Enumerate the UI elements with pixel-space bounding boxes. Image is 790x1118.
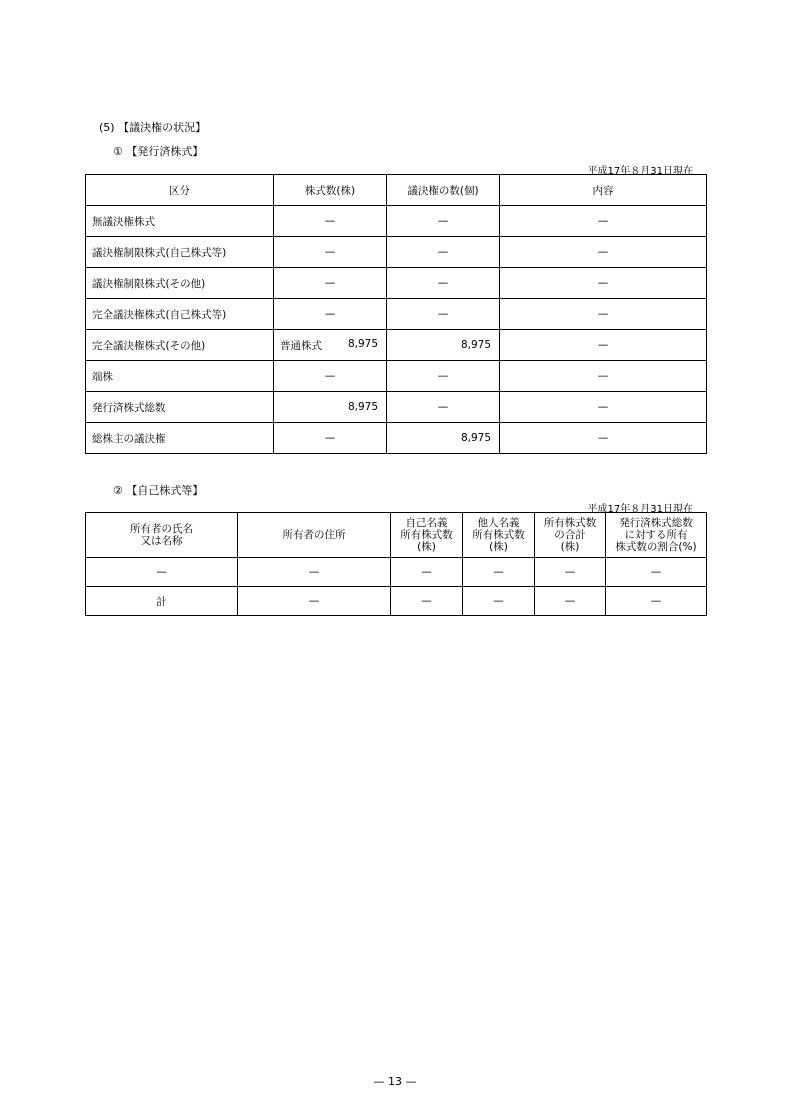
issued-shares-subtitle: ① 【発行済株式】 bbox=[113, 145, 204, 158]
cell-owner-name: — bbox=[86, 558, 238, 587]
row-label: 議決権制限株式(その他) bbox=[86, 268, 274, 299]
cell-own-name-shares: — bbox=[391, 587, 463, 616]
table-row bbox=[86, 392, 707, 423]
cell-owner-address: — bbox=[238, 558, 391, 587]
row-content: — bbox=[500, 268, 707, 299]
row-content: — bbox=[500, 299, 707, 330]
row-label: 端株 bbox=[86, 361, 274, 392]
share-amount: 8,975 bbox=[347, 337, 378, 350]
row-shares: — bbox=[274, 268, 387, 299]
row-shares: — bbox=[274, 361, 387, 392]
table-header-row bbox=[86, 175, 707, 206]
row-content: — bbox=[500, 330, 707, 361]
table-row bbox=[86, 330, 707, 361]
treasury-shares-subtitle: ② 【自己株式等】 bbox=[113, 484, 204, 497]
header-ownership-ratio: 発行済株式総数 に対する所有 株式数の割合(%) bbox=[606, 513, 707, 558]
row-label: 完全議決権株式(自己株式等) bbox=[86, 299, 274, 330]
cell-owner-address: — bbox=[238, 587, 391, 616]
table-row bbox=[86, 299, 707, 330]
cell-ownership-ratio: — bbox=[606, 587, 707, 616]
row-votes: — bbox=[387, 299, 500, 330]
row-shares bbox=[274, 330, 387, 361]
row-content: — bbox=[500, 206, 707, 237]
page-number: — 13 — bbox=[373, 1075, 417, 1088]
row-shares: — bbox=[274, 206, 387, 237]
header-owner-address: 所有者の住所 bbox=[238, 513, 391, 558]
table-row bbox=[86, 268, 707, 299]
header-owner-name: 所有者の氏名 又は名称 bbox=[86, 513, 238, 558]
header-own-name-shares: 自己名義 所有株式数 (株) bbox=[391, 513, 463, 558]
header-content: 内容 bbox=[500, 175, 707, 206]
share-type: 普通株式 bbox=[280, 339, 322, 352]
row-label: 総株主の議決権 bbox=[86, 423, 274, 454]
cell-other-name-shares: — bbox=[463, 587, 535, 616]
row-votes: — bbox=[387, 361, 500, 392]
row-content: — bbox=[500, 423, 707, 454]
header-share-count: 株式数(株) bbox=[274, 175, 387, 206]
table-row bbox=[86, 206, 707, 237]
table-row bbox=[86, 237, 707, 268]
row-shares: 8,975 bbox=[274, 392, 387, 423]
table-row bbox=[86, 587, 707, 616]
section-title: (5) 【議決権の状況】 bbox=[99, 121, 207, 134]
treasury-shares-table bbox=[85, 512, 707, 616]
table-row bbox=[86, 423, 707, 454]
cell-total-shares: — bbox=[535, 587, 606, 616]
row-votes: 8,975 bbox=[387, 330, 500, 361]
row-content: — bbox=[500, 392, 707, 423]
header-category: 区分 bbox=[86, 175, 274, 206]
table-row bbox=[86, 558, 707, 587]
treasury-shares-as-of-date: 平成17年８月31日現在 bbox=[587, 504, 693, 515]
row-shares: — bbox=[274, 237, 387, 268]
row-shares: — bbox=[274, 423, 387, 454]
cell-other-name-shares: — bbox=[463, 558, 535, 587]
cell-total-shares: — bbox=[535, 558, 606, 587]
row-votes: 8,975 bbox=[387, 423, 500, 454]
row-content: — bbox=[500, 237, 707, 268]
row-label: 議決権制限株式(自己株式等) bbox=[86, 237, 274, 268]
row-shares: — bbox=[274, 299, 387, 330]
row-votes: — bbox=[387, 206, 500, 237]
row-votes: — bbox=[387, 392, 500, 423]
header-other-name-shares: 他人名義 所有株式数 (株) bbox=[463, 513, 535, 558]
cell-own-name-shares: — bbox=[391, 558, 463, 587]
cell-ownership-ratio: — bbox=[606, 558, 707, 587]
table-header-row bbox=[86, 513, 707, 558]
row-votes: — bbox=[387, 268, 500, 299]
row-label: 発行済株式総数 bbox=[86, 392, 274, 423]
row-label: 無議決権株式 bbox=[86, 206, 274, 237]
header-total-shares: 所有株式数 の合計 (株) bbox=[535, 513, 606, 558]
row-label: 完全議決権株式(その他) bbox=[86, 330, 274, 361]
header-vote-count: 議決権の数(個) bbox=[387, 175, 500, 206]
cell-owner-name: 計 bbox=[86, 587, 238, 616]
issued-shares-table bbox=[85, 174, 707, 454]
table-row bbox=[86, 361, 707, 392]
row-content: — bbox=[500, 361, 707, 392]
issued-shares-as-of-date: 平成17年８月31日現在 bbox=[587, 166, 693, 177]
row-votes: — bbox=[387, 237, 500, 268]
